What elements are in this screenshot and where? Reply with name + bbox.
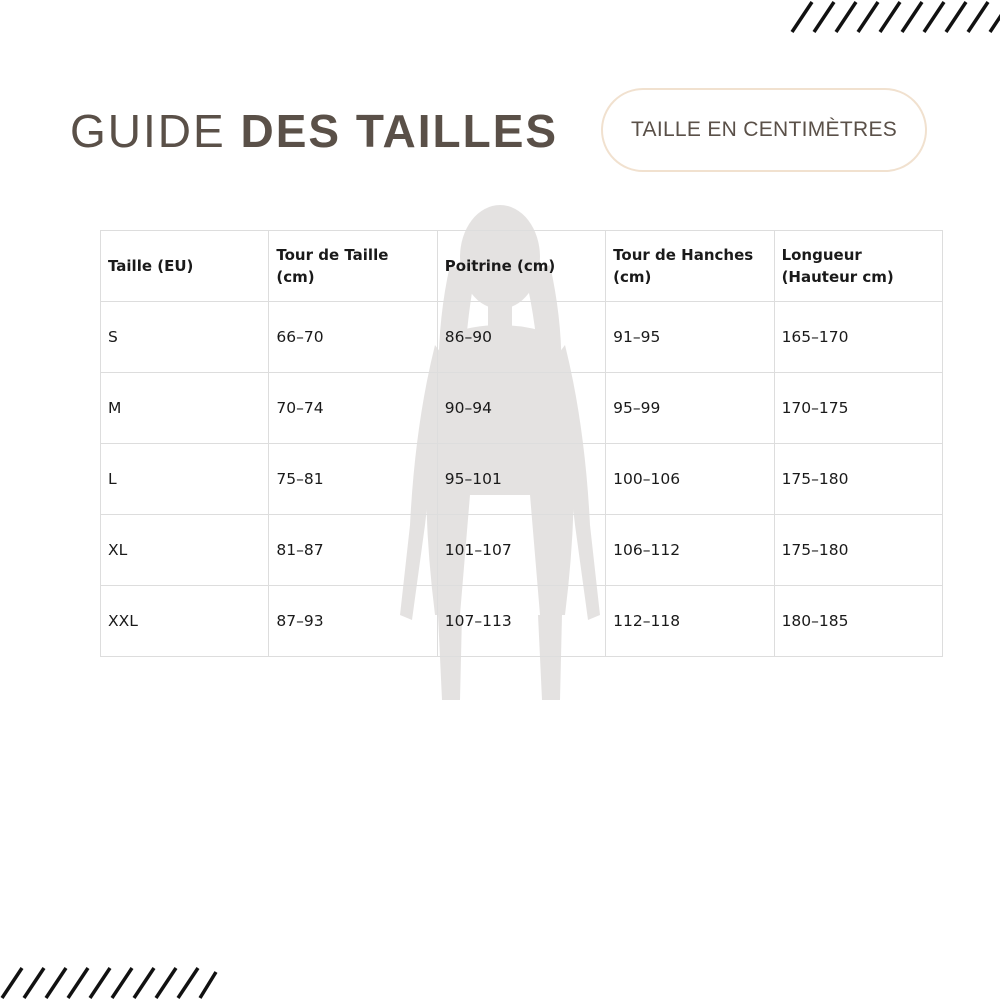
header-cell: Taille (EU) [101, 231, 269, 302]
table-cell: 66–70 [269, 302, 437, 373]
table-cell: 112–118 [606, 586, 774, 657]
table-cell: 86–90 [437, 302, 605, 373]
table-cell: S [101, 302, 269, 373]
table-cell: 95–101 [437, 444, 605, 515]
table-cell: XL [101, 515, 269, 586]
table-cell: 107–113 [437, 586, 605, 657]
table-cell: 165–170 [774, 302, 942, 373]
title-bold: DES TAILLES [240, 105, 559, 157]
table-header-row [101, 231, 943, 302]
decorative-slashes-top [780, 0, 1000, 34]
table-row [101, 586, 943, 657]
table-cell: 175–180 [774, 444, 942, 515]
table-row [101, 515, 943, 586]
header-cell: Tour de Taille (cm) [269, 231, 437, 302]
table-cell: 95–99 [606, 373, 774, 444]
table-cell: 90–94 [437, 373, 605, 444]
table-row [101, 302, 943, 373]
table-cell: XXL [101, 586, 269, 657]
table-cell: 87–93 [269, 586, 437, 657]
page-title [70, 106, 558, 156]
title-light: GUIDE [70, 105, 226, 157]
header-cell: Poitrine (cm) [437, 231, 605, 302]
header-cell: Longueur (Hauteur cm) [774, 231, 942, 302]
table-cell: 101–107 [437, 515, 605, 586]
table-cell: 106–112 [606, 515, 774, 586]
table-cell: 91–95 [606, 302, 774, 373]
table-cell: 75–81 [269, 444, 437, 515]
table-cell: 175–180 [774, 515, 942, 586]
table-cell: L [101, 444, 269, 515]
table-cell: 100–106 [606, 444, 774, 515]
header-cell: Tour de Hanches (cm) [606, 231, 774, 302]
table-cell: 170–175 [774, 373, 942, 444]
table-cell: 81–87 [269, 515, 437, 586]
table-row [101, 373, 943, 444]
table-cell: 180–185 [774, 586, 942, 657]
table-cell: 70–74 [269, 373, 437, 444]
unit-badge: TAILLE EN CENTIMÈTRES [601, 88, 927, 172]
table-cell: M [101, 373, 269, 444]
size-chart-table [100, 230, 943, 657]
decorative-slashes-bottom [0, 966, 220, 1000]
table-row [101, 444, 943, 515]
